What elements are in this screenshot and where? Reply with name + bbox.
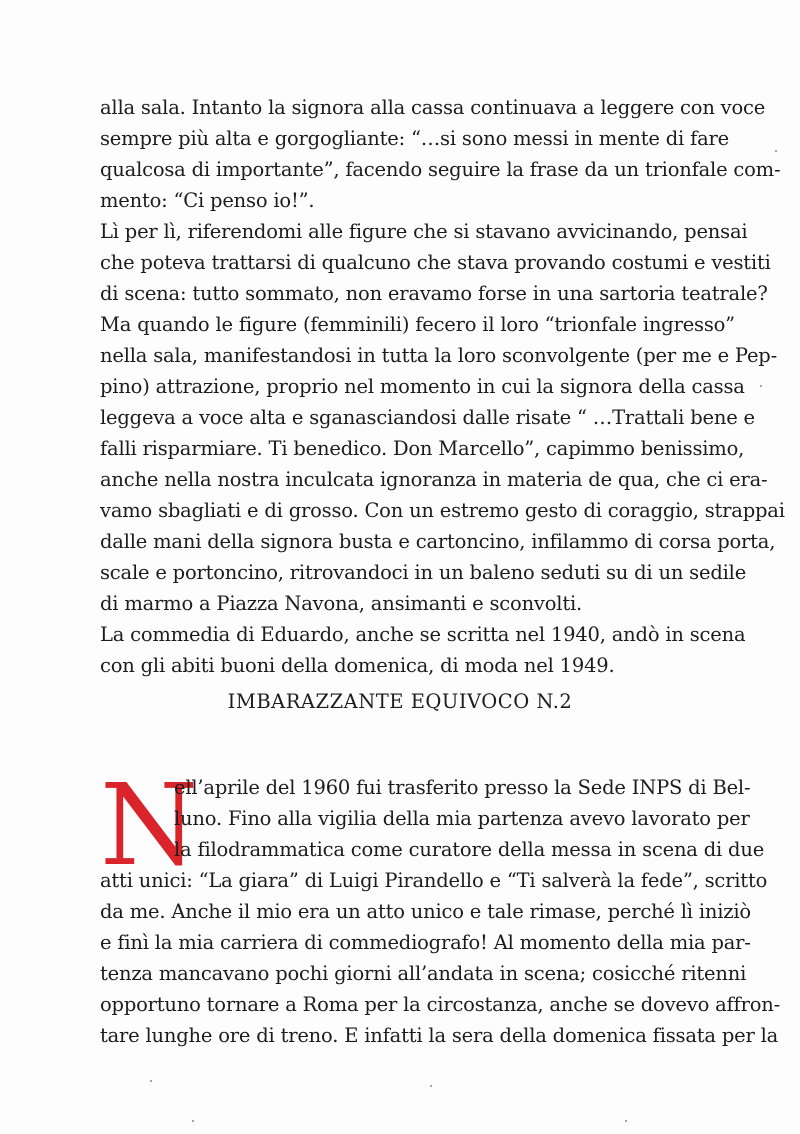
text-line: di marmo a Piazza Navona, ansimanti e sconvolti.	[100, 592, 582, 615]
text-line: da me. Anche il mio era un atto unico e tale rimase, perché lì iniziò	[100, 900, 751, 923]
scan-speck	[625, 1120, 627, 1122]
text-line: di scena: tutto sommato, non eravamo forse in una sartoria teatrale?	[100, 282, 768, 305]
scan-speck	[150, 1080, 152, 1082]
text-line: atti unici: “La giara” di Luigi Pirandello e “Ti salverà la fede”, scritto	[100, 869, 768, 892]
text-line: scale e portoncino, ritrovandoci in un baleno seduti su di un sedile	[100, 561, 747, 584]
text-line: La commedia di Eduardo, anche se scritta nel 1940, andò in scena	[100, 623, 746, 646]
text-line: Ma quando le figure (femminili) fecero il loro “trionfale ingresso”	[100, 313, 735, 336]
text-line: tare lunghe ore di treno. E infatti la sera della domenica fissata per la	[100, 1024, 779, 1047]
scan-speck	[775, 150, 777, 152]
text-line: sempre più alta e gorgogliante: “…si sono messi in mente di fare	[100, 127, 729, 150]
scan-speck	[430, 1085, 432, 1087]
text-line: opportuno tornare a Roma per la circostanza, anche se dovevo affron-	[100, 993, 780, 1016]
text-line: pino) attrazione, proprio nel momento in cui la signora della cassa	[100, 375, 745, 398]
text-line: mento: “Ci penso io!”.	[100, 189, 315, 212]
text-line: vamo sbagliati e di grosso. Con un estremo gesto di coraggio, strappai	[100, 499, 785, 522]
text-line: leggeva a voce alta e sganasciandosi dalle risate “ …Trattali bene e	[100, 406, 755, 429]
drop-cap: N	[100, 761, 198, 891]
text-line: falli risparmiare. Ti benedico. Don Marcello”, capimmo benissimo,	[100, 437, 745, 460]
text-line: Lì per lì, riferendomi alle figure che si stavano avvicinando, pensai	[100, 220, 748, 243]
text-line: anche nella nostra inculcata ignoranza in materia de qua, che ci era-	[100, 468, 768, 491]
text-line: ell’aprile del 1960 fui trasferito presso la Sede INPS di Bel-	[174, 776, 751, 799]
text-line: che poteva trattarsi di qualcuno che stava provando costumi e vestiti	[100, 251, 771, 274]
section-heading: IMBARAZZANTE EQUIVOCO N.2	[227, 690, 573, 713]
text-line: tenza mancavano pochi giorni all’andata in scena; cosicché ritenni	[100, 962, 747, 985]
text-line: qualcosa di importante”, facendo seguire la frase da un trionfale com-	[100, 158, 781, 181]
text-line: alla sala. Intanto la signora alla cassa continuava a leggere con voce	[100, 96, 766, 119]
text-line: e finì la mia carriera di commediografo! Al momento della mia par-	[100, 931, 751, 954]
upper-text-block	[100, 92, 785, 677]
text-line: dalle mani della signora busta e cartoncino, infilammo di corsa porta,	[100, 530, 776, 553]
text-line: la filodrammatica come curatore della messa in scena di due	[174, 838, 765, 861]
text-line: luno. Fino alla vigilia della mia partenza avevo lavorato per	[174, 807, 750, 830]
text-line: nella sala, manifestandosi in tutta la loro sconvolgente (per me e Pep-	[100, 344, 777, 367]
text-line: con gli abiti buoni della domenica, di moda nel 1949.	[100, 654, 615, 677]
scan-speck	[192, 1120, 194, 1122]
lower-text-block	[100, 761, 780, 1072]
scan-speck	[760, 385, 762, 387]
